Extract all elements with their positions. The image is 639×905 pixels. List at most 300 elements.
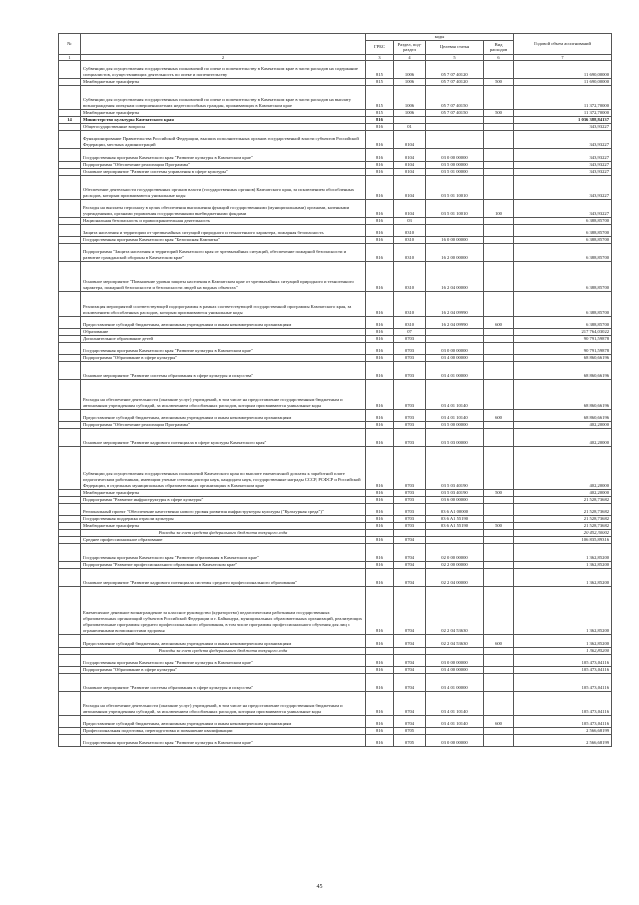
table-row [59,86,612,110]
row-number-cell [59,635,81,647]
row-exptype-cell [484,496,514,503]
row-section-cell: 1006 [394,79,426,86]
row-number-cell [59,429,81,447]
row-amount-cell: 6 388,85700 [514,243,612,261]
row-grbs-cell: 816 [366,691,394,715]
row-grbs-cell: 816 [366,328,394,335]
row-number-cell [59,316,81,328]
row-grbs-cell: 816 [366,447,394,489]
row-target-cell: 05 7 07 40150 [426,110,484,117]
row-target-cell: 03 5 01 00000 [426,168,484,175]
budget-sheet [58,33,611,747]
row-target-cell: 03 4 01 10140 [426,691,484,715]
table-row [59,716,612,728]
row-number-cell [59,647,81,654]
row-section-cell: 0703 [394,410,426,422]
row-section-cell: 1006 [394,61,426,79]
row-number-cell [59,131,81,149]
row-name-cell: Профессиональная подготовка, переподготовка и повышение квалификации [81,728,366,735]
budget-table [58,33,612,747]
row-exptype-cell [484,447,514,489]
row-target-cell: 03 0 00 00000 [426,654,484,666]
table-row [59,447,612,489]
index-cell: 3 [366,54,394,60]
row-amount-cell: 6 388,85700 [514,224,612,236]
row-number-cell [59,149,81,161]
row-amount-cell: 343,93227 [514,161,612,168]
row-target-cell: 03 6 A1 55190 [426,522,484,529]
row-name-cell: Расходы на обеспечение деятельности (оказание услуг) учреждений, в том числе на предоставление государственным бюджетным и автономным учреждениям субсидий, за исключением обособленных расходов, которым присваиваются уникальные коды [81,379,366,409]
row-exptype-cell [484,666,514,673]
row-number-cell [59,361,81,379]
table-row [59,262,612,292]
table-row [59,168,612,175]
header-target: Целевая статья [426,40,484,54]
row-name-cell: Подпрограмма "Образование в сфере культуры" [81,354,366,361]
table-row [59,379,612,409]
row-number-cell [59,379,81,409]
table-row [59,316,612,328]
row-number-cell [59,243,81,261]
row-amount-cell: 1 362,85200 [514,561,612,568]
row-number-cell [59,728,81,735]
row-target-cell: 02 2 04 53630 [426,635,484,647]
row-section-cell: 0104 [394,131,426,149]
header-name [81,34,366,55]
row-target-cell: 03 4 01 10140 [426,716,484,728]
row-grbs-cell: 816 [366,429,394,447]
row-grbs-cell: 816 [366,217,394,224]
row-grbs-cell: 816 [366,716,394,728]
row-exptype-cell [484,86,514,110]
row-exptype-cell [484,354,514,361]
row-amount-cell: 6 388,85700 [514,236,612,243]
row-amount-cell: 343,93227 [514,131,612,149]
row-amount-cell: 105 473,04116 [514,716,612,728]
row-exptype-cell [484,292,514,316]
row-amount-cell: 343,93227 [514,149,612,161]
row-amount-cell: 105 473,04116 [514,691,612,715]
index-cell: 1 [59,54,81,60]
row-name-cell: Основное мероприятие "Развитие кадрового потенциала в сфере культуры Камчатского края" [81,429,366,447]
row-amount-cell: 6 388,85700 [514,262,612,292]
row-exptype-cell: 500 [484,79,514,86]
row-name-cell: Расходы за счет средств федерального бюджета текущего года [81,529,366,536]
row-amount-cell: 68 860,66196 [514,361,612,379]
row-section-cell: 0705 [394,735,426,747]
row-exptype-cell [484,175,514,199]
header-exptype: Вид расходов [484,40,514,54]
table-row [59,728,612,735]
row-name-cell: Государственная программа Камчатского края "Безопасная Камчатка" [81,236,366,243]
row-grbs-cell: 816 [366,168,394,175]
row-target-cell [426,728,484,735]
row-exptype-cell [484,117,514,124]
row-section-cell: 0310 [394,243,426,261]
row-amount-cell: 21 528,73682 [514,515,612,522]
row-section-cell: 0704 [394,635,426,647]
row-section-cell: 01 [394,124,426,131]
row-exptype-cell [484,422,514,429]
table-row [59,529,612,536]
row-amount-cell: 106 835,89316 [514,536,612,543]
row-exptype-cell: 600 [484,716,514,728]
row-grbs-cell: 816 [366,292,394,316]
row-section-cell: 0705 [394,728,426,735]
row-number-cell [59,496,81,503]
row-number-cell [59,654,81,666]
row-name-cell: Функционирование Правительства Российской Федерации, высших исполнительных органов государственной власти субъектов Российской Федерации, местных администраций [81,131,366,149]
row-name-cell: Подпрограмма "Развитие инфраструктуры в сфере культуры" [81,496,366,503]
row-amount-cell: 105 473,04116 [514,654,612,666]
row-name-cell: Государственная программа Камчатского края "Развитие культуры в Камчатском крае" [81,149,366,161]
row-target-cell [426,124,484,131]
row-name-cell: Межбюджетные трансферты [81,110,366,117]
row-name-cell: Министерство культуры Камчатского края [81,117,366,124]
row-number-cell [59,262,81,292]
row-name-cell: Обеспечение деятельности государственных органов власти (государственных органов) Камчатского края, за исключением обособленных расходов, которым присваиваются уникальные коды [81,175,366,199]
row-exptype-cell [484,243,514,261]
row-grbs-cell: 816 [366,262,394,292]
row-grbs-cell: 816 [366,224,394,236]
table-row [59,342,612,354]
row-grbs-cell: 816 [366,124,394,131]
row-amount-cell: 402,20000 [514,447,612,489]
row-grbs-cell [366,529,394,536]
row-target-cell: 03 4 00 00000 [426,666,484,673]
index-cell: 5 [426,54,484,60]
table-row [59,561,612,568]
row-grbs-cell: 816 [366,503,394,515]
table-row [59,175,612,199]
row-target-cell: 03 5 00 00000 [426,422,484,429]
table-row [59,117,612,124]
row-section-cell [394,529,426,536]
row-target-cell: 05 7 07 40120 [426,61,484,79]
row-exptype-cell [484,149,514,161]
row-grbs-cell: 816 [366,496,394,503]
row-section-cell: 0703 [394,361,426,379]
row-exptype-cell [484,561,514,568]
row-grbs-cell: 816 [366,735,394,747]
row-grbs-cell: 816 [366,568,394,586]
row-amount-cell: 11 372,70000 [514,110,612,117]
index-cell: 6 [484,54,514,60]
row-name-cell: Подпрограмма "Обеспечение реализации Программы" [81,422,366,429]
row-name-cell: Межбюджетные трансферты [81,79,366,86]
row-number-cell [59,716,81,728]
table-row [59,131,612,149]
row-section-cell: 0703 [394,503,426,515]
row-exptype-cell [484,429,514,447]
table-row [59,691,612,715]
row-number-cell [59,568,81,586]
header-no: № [59,34,81,55]
row-number-cell [59,561,81,568]
row-name-cell: Образование [81,328,366,335]
row-number-cell [59,168,81,175]
page-number: 45 [316,884,323,890]
row-section-cell: 0310 [394,224,426,236]
row-exptype-cell [484,654,514,666]
row-target-cell: 16 2 00 00000 [426,243,484,261]
row-name-cell: Государственная программа Камчатского края "Развитие культуры в Камчатском крае" [81,342,366,354]
row-name-cell: Реализация мероприятий соответствующей подпрограммы в рамках соответствующей государственной программы Камчатского края, за исключением обособленных расходов, которым присваиваются уникальные коды [81,292,366,316]
row-exptype-cell [484,735,514,747]
row-name-cell: Ежемесячное денежное вознаграждение за классное руководство (кураторство) педагогическим работникам государственных образовательных организаций субъектов Российской Федерации и г. Байконура, муниципальных образовательных организаций, реализующих образовательные программы среднего профессионального образования, в том числе программы профессионального обучения для лиц с ограниченными возможностями здоровья [81,587,366,635]
row-section-cell: 07 [394,328,426,335]
row-number-cell [59,543,81,561]
row-section-cell [394,117,426,124]
row-grbs-cell: 816 [366,354,394,361]
row-exptype-cell [484,131,514,149]
row-grbs-cell: 816 [366,536,394,543]
row-name-cell: Защита населения и территории от чрезвычайных ситуаций природного и техногенного характера, пожарная безопасность [81,224,366,236]
row-number-cell [59,61,81,79]
row-amount-cell: 11 690,00000 [514,61,612,79]
row-section-cell: 0703 [394,496,426,503]
row-target-cell [426,536,484,543]
row-amount-cell: 402,20000 [514,489,612,496]
row-amount-cell: 402,20000 [514,429,612,447]
row-name-cell: Предоставление субсидий бюджетным, автономным учреждениям и иным некоммерческим организациям [81,635,366,647]
row-target-cell [426,647,484,654]
row-amount-cell: 90 791,59878 [514,342,612,354]
row-number-cell [59,522,81,529]
row-target-cell: 03 0 00 00000 [426,735,484,747]
table-row [59,429,612,447]
table-row [59,292,612,316]
row-grbs-cell: 815 [366,110,394,117]
row-number-cell [59,536,81,543]
row-grbs-cell: 815 [366,86,394,110]
row-section-cell: 0104 [394,168,426,175]
row-number-cell: 14 [59,117,81,124]
row-amount-cell: 1 362,85200 [514,543,612,561]
row-name-cell: Национальная безопасность и правоохранительная деятельность [81,217,366,224]
row-name-cell: Межбюджетные трансферты [81,489,366,496]
row-number-cell [59,342,81,354]
row-amount-cell: 1 362,85200 [514,647,612,654]
row-grbs-cell: 816 [366,422,394,429]
row-exptype-cell [484,224,514,236]
table-row [59,536,612,543]
table-row [59,635,612,647]
row-section-cell: 0704 [394,587,426,635]
row-grbs-cell: 816 [366,543,394,561]
row-amount-cell: 343,93227 [514,168,612,175]
row-exptype-cell [484,161,514,168]
row-section-cell: 0704 [394,654,426,666]
table-row [59,243,612,261]
row-target-cell: 05 7 07 40150 [426,86,484,110]
row-number-cell [59,666,81,673]
row-section-cell: 0704 [394,568,426,586]
row-section-cell: 0703 [394,515,426,522]
row-grbs-cell: 816 [366,117,394,124]
row-name-cell: Подпрограмма "Образование в сфере культуры" [81,666,366,673]
row-section-cell: 0703 [394,342,426,354]
row-number-cell [59,503,81,515]
row-amount-cell: 105 473,04116 [514,673,612,691]
row-target-cell: 03 4 01 10140 [426,410,484,422]
row-grbs-cell: 816 [366,654,394,666]
row-exptype-cell [484,379,514,409]
row-name-cell: Основное мероприятие "Развитие системы образования в сфере культуры и искусства" [81,673,366,691]
row-target-cell [426,224,484,236]
row-amount-cell: 68 860,66196 [514,354,612,361]
row-grbs-cell: 816 [366,199,394,217]
row-section-cell: 0703 [394,335,426,342]
row-target-cell: 03 6 A1 55190 [426,515,484,522]
row-exptype-cell [484,236,514,243]
table-row [59,410,612,422]
row-amount-cell: 343,93227 [514,199,612,217]
table-row [59,654,612,666]
table-row [59,149,612,161]
row-exptype-cell [484,515,514,522]
row-section-cell: 1006 [394,110,426,117]
row-name-cell: Региональный проект "Обеспечение качественно нового уровня развития инфраструктуры культуры ("Культурная среда")" [81,503,366,515]
index-cell: 4 [394,54,426,60]
row-number-cell [59,489,81,496]
table-row [59,199,612,217]
row-amount-cell: 21 528,73682 [514,503,612,515]
row-exptype-cell [484,529,514,536]
row-amount-cell: 402,20000 [514,422,612,429]
table-row [59,735,612,747]
row-section-cell: 0704 [394,673,426,691]
header-codes: коды [366,34,514,41]
row-number-cell [59,292,81,316]
row-target-cell: 03 4 00 00000 [426,354,484,361]
row-grbs-cell: 816 [366,316,394,328]
row-number-cell [59,335,81,342]
row-grbs-cell: 815 [366,79,394,86]
row-exptype-cell [484,568,514,586]
row-section-cell: 0704 [394,666,426,673]
row-amount-cell: 11 690,00000 [514,79,612,86]
row-name-cell: Государственная программа Камчатского края "Развитие образования в Камчатском крае" [81,543,366,561]
row-number-cell [59,422,81,429]
row-target-cell: 16 2 04 09990 [426,292,484,316]
row-exptype-cell [484,503,514,515]
row-grbs-cell: 816 [366,131,394,149]
row-name-cell: Подпрограмма "Обеспечение реализации Программы" [81,161,366,168]
row-grbs-cell: 816 [366,335,394,342]
table-row [59,568,612,586]
row-section-cell: 0310 [394,236,426,243]
row-name-cell: Межбюджетные трансферты [81,522,366,529]
row-target-cell: 02 2 04 53630 [426,587,484,635]
row-section-cell [394,647,426,654]
row-exptype-cell [484,61,514,79]
row-exptype-cell: 600 [484,316,514,328]
row-exptype-cell [484,168,514,175]
row-exptype-cell: 600 [484,635,514,647]
row-name-cell: Основное мероприятие "Повышение уровня защиты населения в Камчатском крае от чрезвычайных ситуаций природного и техногенного характера, пожарной безопасности и безопасности людей на водных объектах" [81,262,366,292]
row-section-cell: 0703 [394,422,426,429]
row-amount-cell: 343,93227 [514,175,612,199]
row-amount-cell: 11 372,70000 [514,86,612,110]
row-target-cell: 03 5 03 40190 [426,447,484,489]
row-amount-cell: 1 036 388,84137 [514,117,612,124]
row-grbs-cell: 816 [366,342,394,354]
header-section: Раздел, под-раздел [394,40,426,54]
row-amount-cell: 68 860,66196 [514,379,612,409]
row-name-cell: Государственная программа Камчатского края "Развитие культуры в Камчатском крае" [81,654,366,666]
row-grbs-cell: 816 [366,673,394,691]
row-exptype-cell: 500 [484,110,514,117]
row-amount-cell: 1 362,85200 [514,635,612,647]
index-cell: 2 [81,54,366,60]
row-section-cell: 0310 [394,292,426,316]
row-exptype-cell [484,587,514,635]
row-section-cell: 0703 [394,522,426,529]
row-amount-cell: 68 860,66196 [514,410,612,422]
row-amount-cell: 6 388,85700 [514,292,612,316]
row-exptype-cell: 600 [484,410,514,422]
row-target-cell: 03 4 01 00000 [426,361,484,379]
row-name-cell: Основное мероприятие "Развитие кадрового потенциала системы среднего профессионального образования" [81,568,366,586]
header-amount: Годовой объем ассигнований [514,34,612,55]
table-row [59,79,612,86]
row-exptype-cell [484,217,514,224]
row-amount-cell: 6 388,85700 [514,316,612,328]
row-number-cell [59,354,81,361]
row-number-cell [59,515,81,522]
row-exptype-cell [484,691,514,715]
row-amount-cell: 6 388,85700 [514,217,612,224]
row-grbs-cell: 816 [366,666,394,673]
row-target-cell [426,328,484,335]
row-number-cell [59,410,81,422]
row-exptype-cell [484,328,514,335]
row-number-cell [59,691,81,715]
row-name-cell: Предоставление субсидий бюджетным, автономным учреждениям и иным некоммерческим организациям [81,716,366,728]
row-target-cell: 02 2 04 00000 [426,568,484,586]
row-name-cell: Субвенции для осуществления государственных полномочий по опеке и попечительству в Камчатском крае в части расходов на выплату вознаграждения опекунам совершеннолетних недееспособных граждан, проживающих в Камчатском крае [81,86,366,110]
row-section-cell: 0104 [394,161,426,168]
row-section-cell: 03 [394,217,426,224]
row-target-cell [426,117,484,124]
row-number-cell [59,224,81,236]
row-name-cell: Субвенции для осуществления государственных полномочий Камчатского края по выплате ежемесячной доплаты к заработной плате педагогическим работникам, имеющим ученые степени доктора наук, кандидата наук, государственные награды СССР, РСФСР и Российской Федерации, в отдельных муниципальных образовательных организациях в Камчатском крае [81,447,366,489]
row-amount-cell: 21 528,73682 [514,522,612,529]
row-exptype-cell [484,335,514,342]
row-number-cell [59,529,81,536]
row-grbs-cell: 816 [366,635,394,647]
table-row [59,587,612,635]
row-number-cell [59,110,81,117]
table-row [59,61,612,79]
row-grbs-cell: 816 [366,587,394,635]
row-amount-cell: 2 566,68199 [514,728,612,735]
table-row [59,161,612,168]
row-grbs-cell: 816 [366,379,394,409]
row-number-cell [59,79,81,86]
row-grbs-cell: 816 [366,149,394,161]
row-target-cell: 16 2 04 00000 [426,262,484,292]
row-number-cell [59,161,81,168]
table-row [59,217,612,224]
row-exptype-cell: 500 [484,489,514,496]
row-grbs-cell: 815 [366,61,394,79]
row-amount-cell: 20 452,30002 [514,529,612,536]
table-row [59,335,612,342]
row-number-cell [59,735,81,747]
row-section-cell: 0104 [394,199,426,217]
